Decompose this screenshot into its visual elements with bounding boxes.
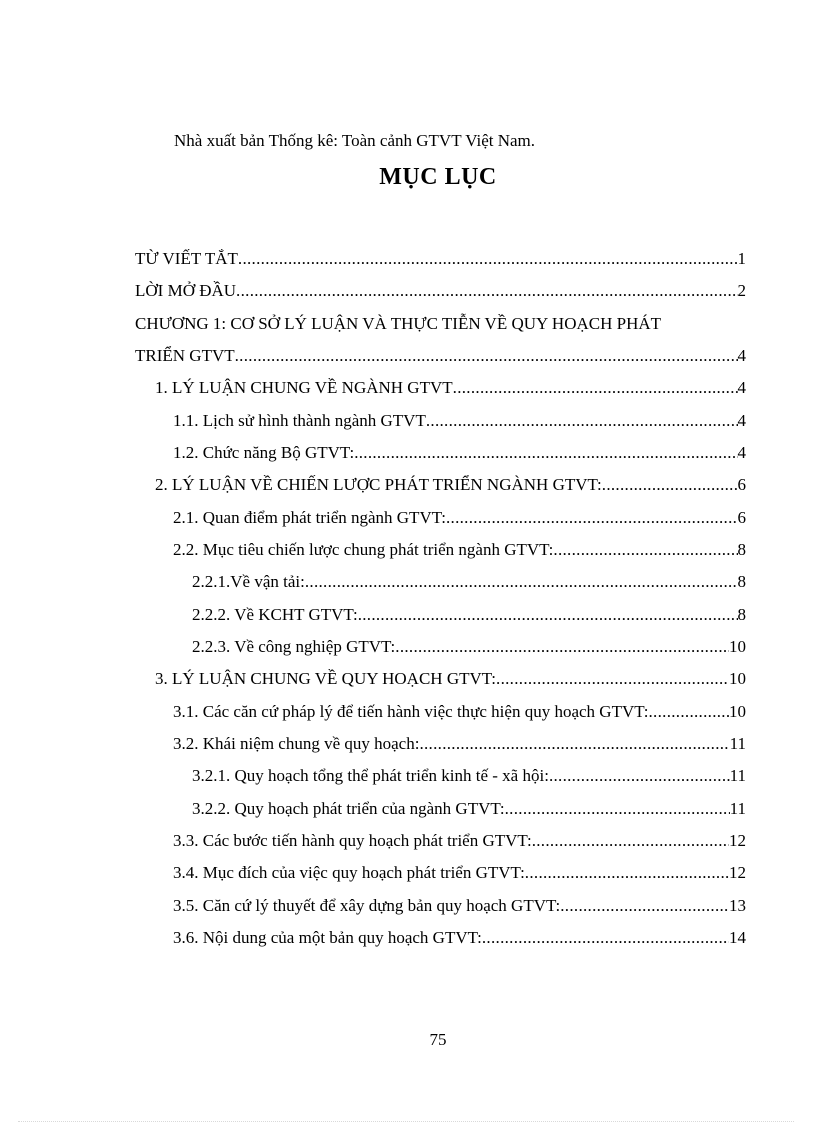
- toc-entry-label: 3.5. Căn cứ lý thuyết để xây dựng bản quy hoạch GTVT:: [173, 896, 561, 915]
- toc-dot-leader: [496, 667, 729, 691]
- page-bottom-divider: [18, 1121, 794, 1122]
- toc-dot-leader: [238, 247, 738, 271]
- toc-entry-page: 8: [737, 605, 746, 624]
- toc-entry-page: 4: [737, 443, 746, 462]
- toc-entry-page: 2: [737, 281, 746, 300]
- toc-dot-leader: [482, 926, 729, 950]
- toc-entry-page: 4: [737, 411, 746, 430]
- toc-entry-page: 12: [729, 863, 746, 882]
- toc-entry-label: 2.2.1.Về vận tải:: [192, 572, 305, 591]
- toc-entry-page: 14: [729, 928, 746, 947]
- toc-entry-page: 1: [737, 249, 746, 268]
- toc-entry-page: 6: [737, 475, 746, 494]
- toc-entry-page: 10: [729, 702, 746, 721]
- toc-entry-page: 10: [729, 669, 746, 688]
- toc-entry-section-3-2-1[interactable]: [192, 764, 746, 788]
- toc-entry-chapter-1-line-2[interactable]: [135, 344, 746, 368]
- toc-entry-page: 11: [729, 766, 746, 785]
- toc-entry-section-3-3[interactable]: [173, 829, 746, 853]
- toc-entry-page: 8: [737, 540, 746, 559]
- toc-dot-leader: [532, 829, 729, 853]
- toc-entry-section-1-1[interactable]: [173, 409, 746, 433]
- toc-entry-section-2-2-1[interactable]: [192, 570, 746, 594]
- toc-entry-section-3[interactable]: [155, 667, 746, 691]
- toc-entry-page: 10: [729, 637, 746, 656]
- toc-entry-label: 3.2.1. Quy hoạch tổng thể phát triển kinh tế - xã hội:: [192, 766, 549, 785]
- toc-entry-section-3-6[interactable]: [173, 926, 746, 950]
- toc-entry-section-2[interactable]: [155, 473, 746, 497]
- toc-entry-label: LỜI MỞ ĐẦU: [135, 281, 237, 300]
- toc-entry-section-2-2-3[interactable]: [192, 635, 746, 659]
- toc-dot-leader: [505, 797, 730, 821]
- page-number: 75: [429, 1030, 447, 1049]
- toc-dot-leader: [553, 538, 737, 562]
- toc-entry-page: 12: [729, 831, 746, 850]
- toc-entry-page: 4: [737, 378, 746, 397]
- toc-dot-leader: [453, 376, 738, 400]
- toc-dot-leader: [395, 635, 729, 659]
- toc-entry-section-3-4[interactable]: [173, 861, 746, 885]
- toc-entry-label: 1.1. Lịch sử hình thành ngành GTVT: [173, 411, 426, 430]
- toc-entry-label: 1. LÝ LUẬN CHUNG VỀ NGÀNH GTVT: [155, 378, 453, 397]
- toc-dot-leader: [560, 894, 729, 918]
- toc-entry-section-2-2-2[interactable]: [192, 603, 746, 627]
- toc-dot-leader: [419, 732, 729, 756]
- toc-entry-label: 3.3. Các bước tiến hành quy hoạch phát triển GTVT:: [173, 831, 532, 850]
- toc-entry-label: 3. LÝ LUẬN CHUNG VỀ QUY HOẠCH GTVT:: [155, 669, 497, 688]
- toc-entry-section-3-1[interactable]: [173, 700, 746, 724]
- toc-dot-leader: [525, 861, 729, 885]
- toc-dot-leader: [549, 764, 730, 788]
- toc-entry-label: 3.2.2. Quy hoạch phát triển của ngành GTVT:: [192, 799, 505, 818]
- toc-entry-label: CHƯƠNG 1: CƠ SỞ LÝ LUẬN VÀ THỰC TIỄN VỀ QUY HOẠCH PHÁT: [135, 314, 662, 333]
- toc-entry-label: TỪ VIẾT TẮT: [135, 249, 238, 268]
- toc-dot-leader: [602, 473, 738, 497]
- toc-entry-page: 13: [729, 896, 746, 915]
- toc-dot-leader: [426, 409, 738, 433]
- toc-dot-leader: [305, 570, 738, 594]
- toc-entry-section-1[interactable]: [155, 376, 746, 400]
- toc-dot-leader: [446, 506, 738, 530]
- toc-entry-introduction[interactable]: [135, 279, 746, 303]
- toc-entry-chapter-1-line-1[interactable]: [135, 312, 661, 336]
- toc-dot-leader: [235, 344, 738, 368]
- toc-entry-section-1-2[interactable]: [173, 441, 746, 465]
- toc-entry-label: 1.2. Chức năng Bộ GTVT:: [173, 443, 355, 462]
- toc-entry-page: 11: [729, 734, 746, 753]
- toc-entry-section-3-5[interactable]: [173, 894, 746, 918]
- toc-entry-label: 2.2.2. Về KCHT GTVT:: [192, 605, 358, 624]
- toc-entry-label: TRIỂN GTVT: [135, 346, 235, 365]
- toc-entry-label: 3.4. Mục đích của việc quy hoạch phát triển GTVT:: [173, 863, 525, 882]
- toc-entry-section-2-2[interactable]: [173, 538, 746, 562]
- toc-title: MỤC LỤC: [379, 164, 497, 190]
- toc-entry-label: 2. LÝ LUẬN VỀ CHIẾN LƯỢC PHÁT TRIỂN NGÀNH GTVT:: [155, 475, 602, 494]
- toc-entry-page: 8: [737, 572, 746, 591]
- toc-dot-leader: [358, 603, 738, 627]
- toc-entry-label: 2.1. Quan điểm phát triển ngành GTVT:: [173, 508, 446, 527]
- toc-entry-section-2-1[interactable]: [173, 506, 746, 530]
- toc-entry-label: 2.2. Mục tiêu chiến lược chung phát triển ngành GTVT:: [173, 540, 554, 559]
- toc-entry-section-3-2-2[interactable]: [192, 797, 746, 821]
- toc-entry-page: 4: [737, 346, 746, 365]
- toc-entry-abbreviations[interactable]: [135, 247, 746, 271]
- toc-dot-leader: [236, 279, 737, 303]
- toc-entry-label: 2.2.3. Về công nghiệp GTVT:: [192, 637, 396, 656]
- toc-dot-leader: [354, 441, 737, 465]
- source-reference: Nhà xuất bản Thống kê: Toàn cảnh GTVT Việt Nam.: [174, 131, 536, 150]
- toc-entry-label: 3.1. Các căn cứ pháp lý để tiến hành việc thực hiện quy hoạch GTVT:: [173, 702, 649, 721]
- toc-entry-section-3-2[interactable]: [173, 732, 746, 756]
- toc-entry-page: 11: [729, 799, 746, 818]
- toc-entry-page: 6: [737, 508, 746, 527]
- toc-entry-label: 3.2. Khái niệm chung về quy hoạch:: [173, 734, 420, 753]
- toc-entry-label: 3.6. Nội dung của một bản quy hoạch GTVT:: [173, 928, 482, 947]
- toc-dot-leader: [649, 700, 730, 724]
